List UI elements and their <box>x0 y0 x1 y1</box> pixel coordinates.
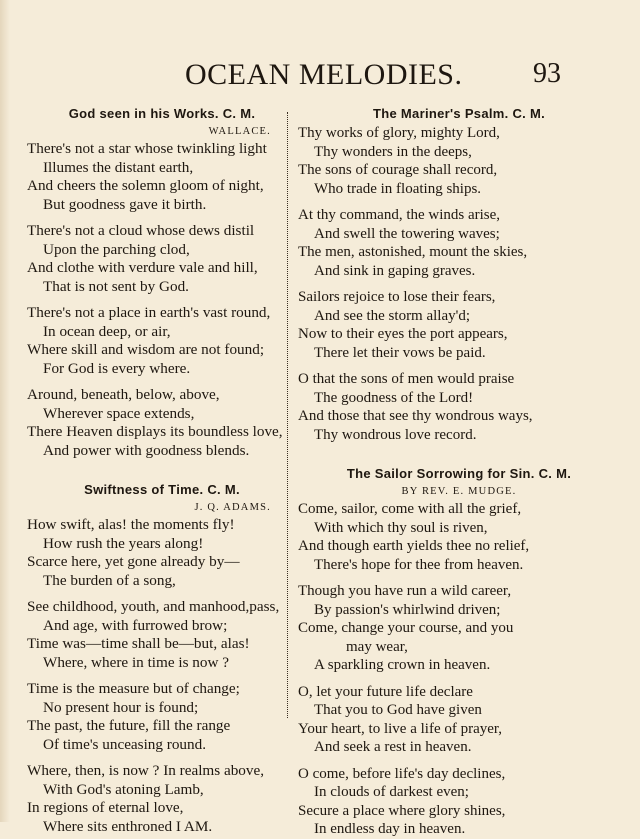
stanza <box>298 370 620 444</box>
right-column <box>298 104 620 839</box>
stanza <box>298 206 620 280</box>
verse-line: Now to their eyes the port appears, <box>298 326 508 342</box>
verse-line: With God's atoning Lamb, <box>43 780 204 798</box>
verse-line: But goodness gave it birth. <box>43 195 207 213</box>
hymn-author: BY REV. E. MUDGE. <box>401 486 517 497</box>
stanza <box>27 762 289 836</box>
verse-line: And though earth yields thee no relief, <box>298 538 530 554</box>
verse-line: The past, the future, fill the range <box>27 717 231 734</box>
verse-line: There's not a cloud whose dews distil <box>27 222 255 239</box>
verse-line: And age, with furrowed brow; <box>43 616 228 634</box>
verse-line: That you to God have given <box>314 702 482 718</box>
verse-line: And seek a rest in heaven. <box>314 739 472 755</box>
stanza <box>27 516 289 590</box>
stanza <box>27 386 289 460</box>
verse-line: O, let your future life declare <box>298 683 473 700</box>
verse-line: Thy works of glory, mighty Lord, <box>298 125 500 141</box>
verse-line: Wherever space extends, <box>43 404 195 422</box>
verse-line: Time was—time shall be—but, alas! <box>27 635 250 652</box>
verse-line: And cheers the solemn gloom of night, <box>27 177 264 194</box>
verse-line: Where, then, is now ? In realms above, <box>27 762 265 779</box>
verse-line: In regions of eternal love, <box>27 799 184 816</box>
verse-line: Upon the parching clod, <box>43 240 190 258</box>
verse-line: And power with goodness blends. <box>43 441 250 459</box>
verse-line: O that the sons of men would praise <box>298 371 515 387</box>
left-column <box>27 104 289 836</box>
verse-line: Where, where in time is now ? <box>43 653 229 671</box>
verse-line: Come, sailor, come with all the grief, <box>298 501 522 517</box>
verse-line: There's not a place in earth's vast round, <box>27 304 271 321</box>
verse-line: Though you have run a wild career, <box>298 583 512 599</box>
running-title: OCEAN MELODIES. <box>185 58 463 91</box>
verse-line: Come, change your course, and you <box>298 620 514 636</box>
verse-line: There's hope for thee from heaven. <box>314 556 524 573</box>
verse-line: Your heart, to live a life of prayer, <box>298 720 503 737</box>
running-head <box>0 58 640 98</box>
verse-line: Thy wondrous love record. <box>314 426 477 443</box>
verse-line: And swell the towering waves; <box>314 225 500 242</box>
verse-line: And sink in gaping graves. <box>314 262 476 279</box>
page-gutter-shadow <box>0 0 10 822</box>
stanza <box>298 288 620 362</box>
verse-line: Where sits enthroned I AM. <box>43 817 213 835</box>
verse-line: With which thy soul is riven, <box>314 519 488 536</box>
hymn-author: J. Q. ADAMS. <box>194 502 271 513</box>
verse-line: See childhood, youth, and manhood,pass, <box>27 598 280 615</box>
verse-line: The men, astonished, mount the skies, <box>298 244 528 260</box>
verse-line: At thy command, the winds arise, <box>298 207 501 223</box>
stanza <box>298 765 620 839</box>
stanza <box>298 124 620 198</box>
verse-line: A sparkling crown in heaven. <box>314 657 491 673</box>
verse-line: Illumes the distant earth, <box>43 158 194 176</box>
stanza <box>27 140 289 214</box>
verse-line: Around, beneath, below, above, <box>27 386 220 403</box>
stanza <box>298 683 620 757</box>
verse-line: The goodness of the Lord! <box>314 389 474 406</box>
verse-line: Who trade in floating ships. <box>314 180 482 197</box>
verse-line: Sailors rejoice to lose their fears, <box>298 289 496 305</box>
hymn-author: WALLACE. <box>208 126 271 137</box>
verse-line: Thy wonders in the deeps, <box>314 143 472 160</box>
hymn-title: God seen in his Works. C. M. <box>68 106 256 121</box>
stanza <box>27 222 289 296</box>
verse-line: In ocean deep, or air, <box>43 322 171 340</box>
stanza <box>27 680 289 754</box>
verse-line: Secure a place where glory shines, <box>298 802 506 819</box>
page-number: 93 <box>533 58 561 89</box>
verse-line: O come, before life's day declines, <box>298 765 506 782</box>
verse-line: How rush the years along! <box>43 534 204 552</box>
verse-line: There let their vows be paid. <box>314 344 486 361</box>
verse-line: Of time's unceasing round. <box>43 735 207 753</box>
verse-line: In clouds of darkest even; <box>314 784 469 800</box>
verse-line: The burden of a song, <box>43 571 176 589</box>
verse-line: Scarce here, yet gone already by— <box>27 553 240 570</box>
stanza <box>298 582 620 675</box>
verse-line: There Heaven displays its boundless love, <box>27 423 283 440</box>
stanza <box>27 598 289 672</box>
verse-line: And clothe with verdure vale and hill, <box>27 259 258 276</box>
hymn-title: Swiftness of Time. C. M. <box>84 482 240 497</box>
verse-line: In endless day in heaven. <box>314 821 466 837</box>
verse-line: That is not sent by God. <box>43 277 189 295</box>
verse-line: No present hour is found; <box>43 698 199 716</box>
verse-line: And those that see thy wondrous ways, <box>298 408 533 424</box>
verse-line: Time is the measure but of change; <box>27 680 240 697</box>
verse-line: may wear, <box>346 638 408 655</box>
verse-line: For God is every where. <box>43 359 191 377</box>
verse-line: And see the storm allay'd; <box>314 307 470 324</box>
stanza <box>298 500 620 574</box>
verse-line: By passion's whirlwind driven; <box>314 601 501 618</box>
verse-line: Where skill and wisdom are not found; <box>27 341 265 358</box>
hymn-title: The Mariner's Psalm. C. M. <box>373 106 545 121</box>
stanza <box>27 304 289 378</box>
verse-line: How swift, alas! the moments fly! <box>27 516 235 533</box>
hymn-title: The Sailor Sorrowing for Sin. C. M. <box>346 466 572 481</box>
verse-line: The sons of courage shall record, <box>298 162 498 178</box>
verse-line: There's not a star whose twinkling light <box>27 140 267 157</box>
column-divider <box>287 112 298 718</box>
